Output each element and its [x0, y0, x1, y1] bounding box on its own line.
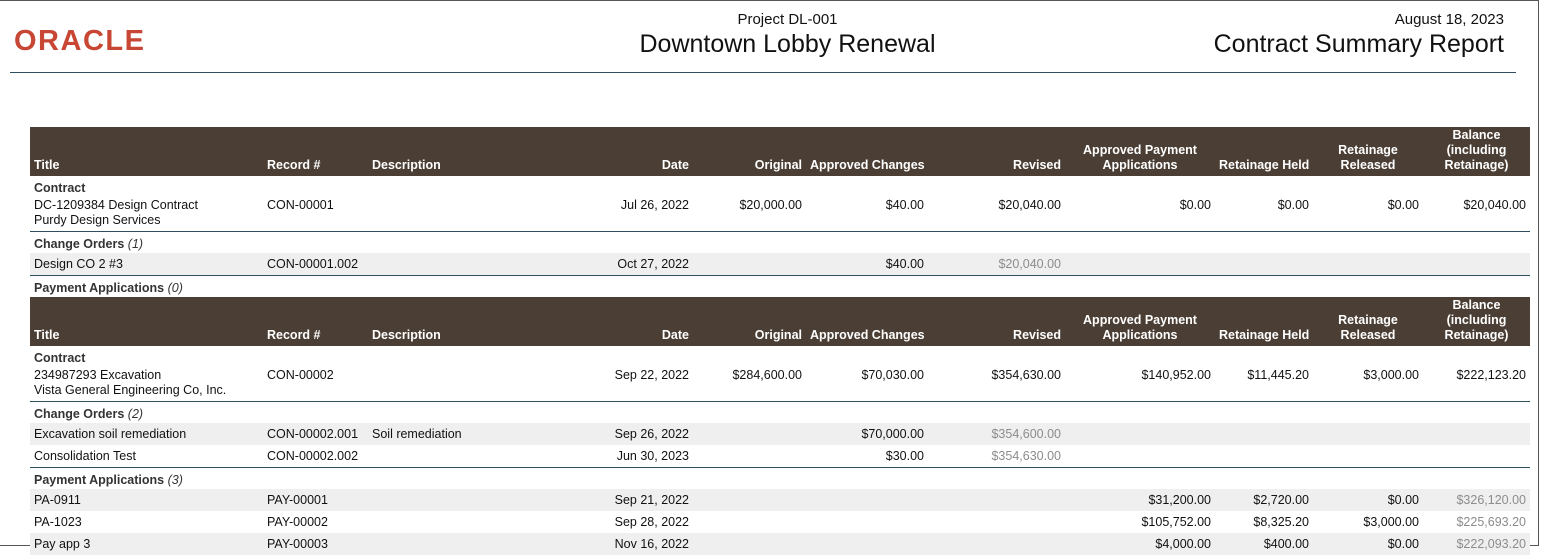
payment-app-row — [30, 489, 1530, 511]
payment-app-row — [30, 511, 1530, 533]
contract-block-2 — [30, 297, 1530, 555]
col-approved-payment-applications: Approved Payment Applications — [1065, 297, 1215, 346]
table-header-row — [30, 297, 1530, 346]
project-header — [560, 11, 1015, 59]
co-description — [368, 445, 543, 468]
pa-title: PA-0911 — [30, 489, 263, 511]
section-label: Contract — [34, 350, 86, 365]
co-description: Soil remediation — [368, 423, 543, 445]
section-title: Change Orders — [34, 406, 125, 421]
co-empty — [1065, 423, 1215, 445]
col-revised: Revised — [928, 127, 1065, 176]
contract-date: Jul 26, 2022 — [543, 197, 693, 232]
co-record: CON-00002.001 — [263, 423, 368, 445]
pa-balance: $225,693.20 — [1456, 515, 1526, 529]
pa-empty — [928, 533, 1065, 555]
pa-empty — [806, 511, 928, 533]
contract-row — [30, 197, 1530, 232]
contract-revised: $20,040.00 — [928, 197, 1065, 232]
pa-approved: $31,200.00 — [1065, 489, 1215, 511]
pa-date: Nov 16, 2022 — [543, 533, 693, 555]
contract-vendor: Vista General Engineering Co, Inc. — [34, 383, 227, 397]
col-description: Description — [368, 127, 543, 176]
contract-title: 234987293 Excavation — [34, 368, 162, 382]
contract-description — [368, 367, 543, 402]
pa-approved: $4,000.00 — [1065, 533, 1215, 555]
report-date: August 18, 2023 — [1394, 11, 1504, 28]
contract-description — [368, 197, 543, 232]
pa-empty — [806, 489, 928, 511]
co-empty — [1423, 423, 1530, 445]
pa-balance: $326,120.00 — [1423, 489, 1530, 511]
col-title: Title — [30, 127, 263, 176]
contract-retainage-held: $0.00 — [1215, 197, 1313, 232]
contract-date: Sep 22, 2022 — [543, 367, 693, 402]
contract-record: CON-00001 — [263, 197, 368, 232]
col-original: Original — [693, 127, 806, 176]
pa-retainage-held: $8,325.20 — [1253, 515, 1309, 529]
col-approved-changes: Approved Changes — [806, 297, 928, 346]
contract-original: $284,600.00 — [693, 367, 806, 402]
contract-approved-changes: $70,030.00 — [806, 367, 928, 402]
co-approved-changes: $40.00 — [806, 253, 928, 276]
section-count: (1) — [127, 236, 144, 251]
section-label — [30, 276, 1530, 298]
contract-original: $20,000.00 — [693, 197, 806, 232]
pa-description — [368, 533, 543, 555]
col-record: Record # — [263, 297, 368, 346]
col-title: Title — [30, 297, 263, 346]
pa-empty — [693, 511, 806, 533]
co-record: CON-00002.002 — [263, 445, 368, 468]
contract-vendor: Purdy Design Services — [34, 213, 161, 227]
header-divider — [10, 72, 1516, 73]
pa-retainage-released: $3,000.00 — [1363, 515, 1419, 529]
section-count: (0) — [167, 280, 183, 295]
pa-record: PAY-00003 — [263, 533, 368, 555]
pa-title: Pay app 3 — [30, 533, 263, 555]
pa-retainage-held: $400.00 — [1215, 533, 1313, 555]
pa-retainage-held: $2,720.00 — [1215, 489, 1313, 511]
col-record: Record # — [263, 127, 368, 176]
co-title: Consolidation Test — [30, 445, 263, 468]
report-header — [1214, 11, 1504, 59]
change-order-row — [30, 423, 1530, 445]
pa-approved: $105,752.00 — [1141, 515, 1211, 529]
report-title: Contract Summary Report — [1213, 30, 1504, 58]
co-empty — [1313, 445, 1423, 468]
col-approved-payment-applications: Approved Payment Applications — [1065, 127, 1215, 176]
co-empty — [1065, 445, 1215, 468]
contract-revised: $354,630.00 — [928, 367, 1065, 402]
oracle-logo-text: ORACLE — [14, 25, 146, 53]
co-revised: $20,040.00 — [928, 253, 1065, 276]
contract-title: DC-1209384 Design Contract — [34, 198, 198, 212]
pa-record: PAY-00002 — [267, 515, 328, 529]
col-approved-changes: Approved Changes — [806, 127, 928, 176]
contract-approved-changes: $40.00 — [806, 197, 928, 232]
co-date: Jun 30, 2023 — [543, 445, 693, 468]
section-change-orders — [30, 232, 1530, 254]
contract-retainage-held: $11,445.20 — [1215, 367, 1313, 402]
project-code: Project DL-001 — [737, 11, 838, 28]
section-count: (2) — [127, 406, 144, 421]
pa-description — [368, 511, 543, 533]
pa-balance: $222,093.20 — [1423, 533, 1530, 555]
co-empty — [1423, 253, 1530, 276]
payment-app-row — [30, 533, 1530, 555]
pa-empty — [693, 489, 806, 511]
co-empty — [1215, 423, 1313, 445]
co-revised: $354,630.00 — [928, 445, 1065, 468]
co-empty — [1215, 445, 1313, 468]
co-approved-changes: $30.00 — [806, 445, 928, 468]
co-date: Oct 27, 2022 — [543, 253, 693, 276]
pa-empty — [806, 533, 928, 555]
contract-title-cell — [30, 367, 263, 402]
contract-block-1 — [30, 127, 1530, 297]
col-retainage-released: Retainage Released — [1313, 127, 1423, 176]
col-date: Date — [543, 297, 693, 346]
contract-title-cell — [30, 197, 263, 232]
contract-approved-payments: $140,952.00 — [1065, 367, 1215, 402]
pa-description — [368, 489, 543, 511]
col-retainage-held: Retainage Held — [1215, 297, 1313, 346]
section-payment-applications — [30, 468, 1530, 490]
co-record: CON-00001.002 — [263, 253, 368, 276]
col-balance: Balance (including Retainage) — [1423, 297, 1530, 346]
co-revised: $354,600.00 — [928, 423, 1065, 445]
table-header-row — [30, 127, 1530, 176]
pa-empty — [928, 511, 1065, 533]
section-contract — [30, 176, 1530, 197]
pa-date: Sep 28, 2022 — [614, 515, 689, 529]
pa-empty — [693, 533, 806, 555]
change-order-row — [30, 253, 1530, 276]
contract-balance: $222,123.20 — [1423, 367, 1530, 402]
col-balance: Balance (including Retainage) — [1423, 127, 1530, 176]
col-revised: Revised — [928, 297, 1065, 346]
pa-empty — [928, 489, 1065, 511]
section-label — [30, 402, 1530, 424]
co-original — [693, 253, 806, 276]
change-order-row — [30, 445, 1530, 468]
section-label — [30, 232, 1530, 254]
co-description — [368, 253, 543, 276]
contract-row — [30, 367, 1530, 402]
co-empty — [1215, 253, 1313, 276]
pa-retainage-released: $0.00 — [1313, 489, 1423, 511]
pa-retainage-released: $0.00 — [1313, 533, 1423, 555]
section-change-orders — [30, 402, 1530, 424]
oracle-logo-graphic — [14, 25, 174, 53]
co-title: Excavation soil remediation — [30, 423, 263, 445]
project-name: Downtown Lobby Renewal — [639, 30, 936, 58]
col-description: Description — [368, 297, 543, 346]
contract-retainage-released: $3,000.00 — [1313, 367, 1423, 402]
section-title: Payment Applications — [34, 472, 165, 487]
contract-approved-payments: $0.00 — [1065, 197, 1215, 232]
oracle-logo — [14, 25, 174, 58]
co-empty — [1423, 445, 1530, 468]
co-original — [693, 445, 806, 468]
pa-date: Sep 21, 2022 — [543, 489, 693, 511]
col-original: Original — [693, 297, 806, 346]
col-retainage-held: Retainage Held — [1215, 127, 1313, 176]
pa-record: PAY-00001 — [263, 489, 368, 511]
co-empty — [1313, 253, 1423, 276]
co-approved-changes: $70,000.00 — [806, 423, 928, 445]
co-empty — [1065, 253, 1215, 276]
contract-summary-table — [30, 127, 1530, 555]
section-title: Change Orders — [34, 236, 125, 251]
co-date: Sep 26, 2022 — [543, 423, 693, 445]
section-title: Payment Applications — [34, 280, 165, 295]
contract-retainage-released: $0.00 — [1313, 197, 1423, 232]
pa-title: PA-1023 — [34, 515, 82, 529]
co-original — [693, 423, 806, 445]
section-label — [30, 468, 1530, 490]
contract-balance: $20,040.00 — [1423, 197, 1530, 232]
section-label: Contract — [34, 180, 86, 195]
col-retainage-released: Retainage Released — [1313, 297, 1423, 346]
co-empty — [1313, 423, 1423, 445]
contract-record: CON-00002 — [263, 367, 368, 402]
col-date: Date — [543, 127, 693, 176]
section-count: (3) — [167, 472, 183, 487]
section-contract — [30, 346, 1530, 367]
section-payment-applications — [30, 276, 1530, 298]
co-title: Design CO 2 #3 — [30, 253, 263, 276]
